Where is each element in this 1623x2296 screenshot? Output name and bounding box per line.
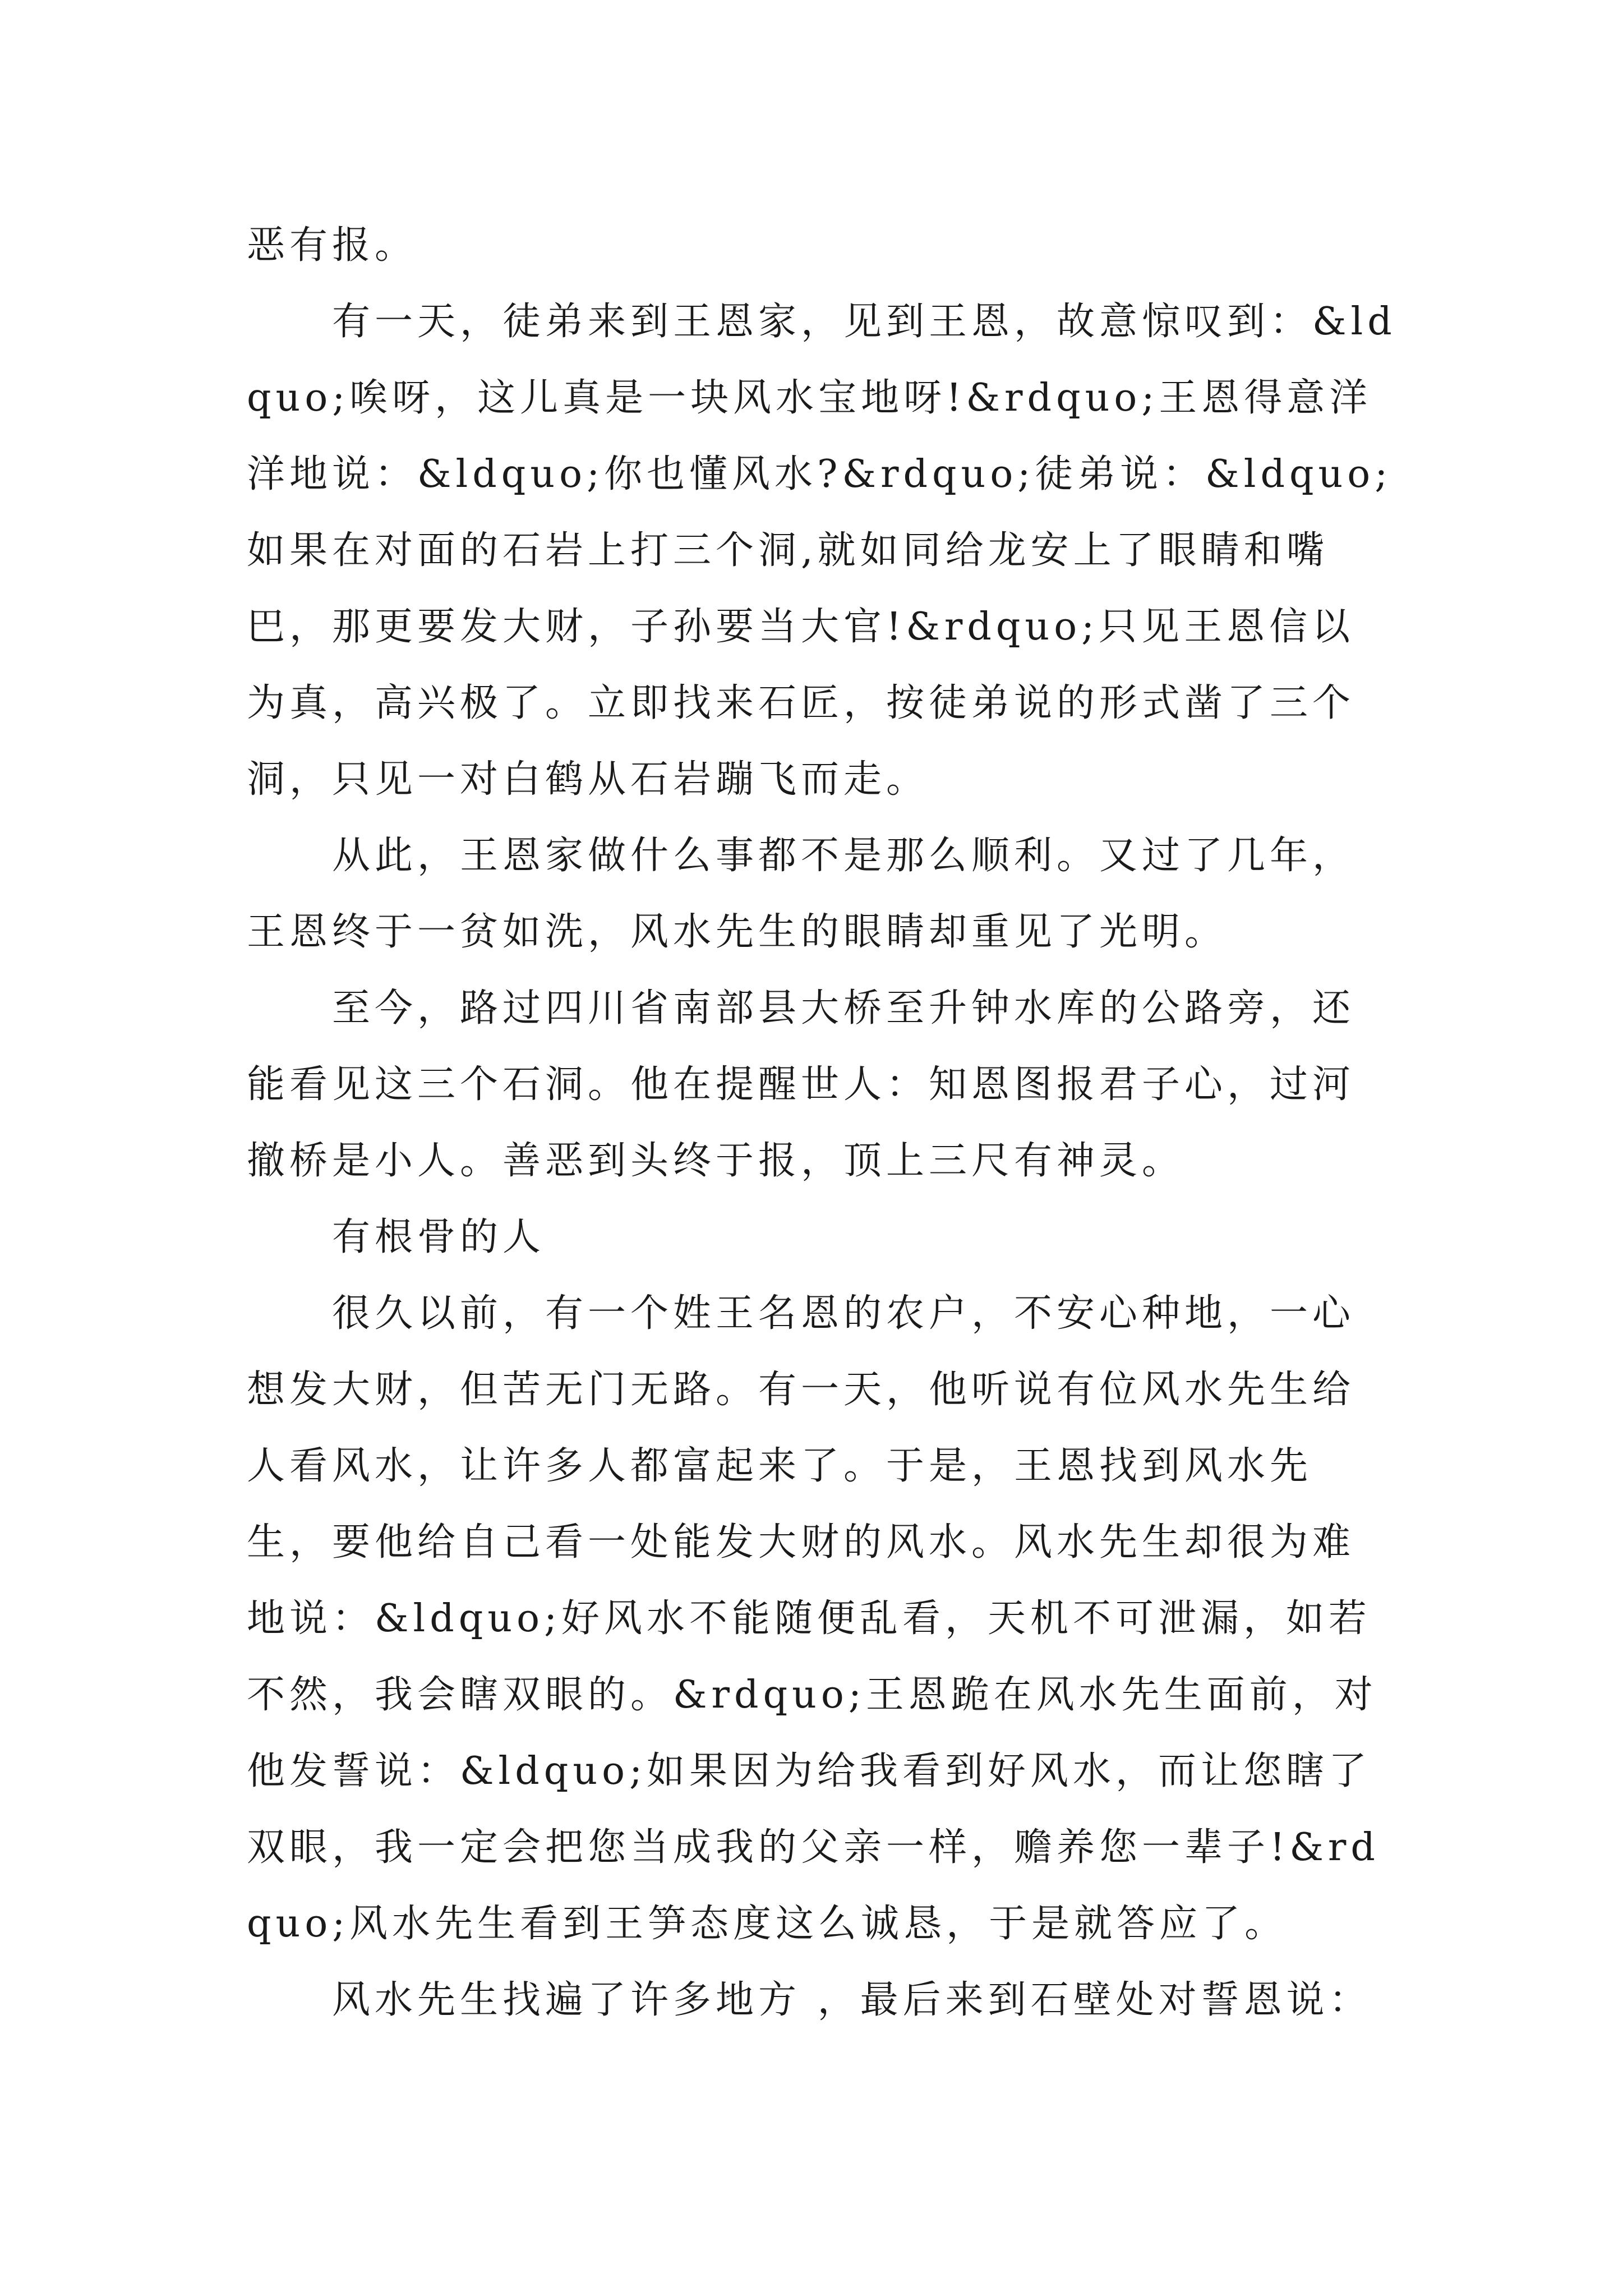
paragraph-4: 至今，路过四川省南部县大桥至升钟水库的公路旁，还能看见这三个石洞。他在提醒世人：知恩图报君子心，过河撤桥是小人。善恶到头终于报，顶上三尺有神灵。 <box>247 986 1355 1183</box>
paragraph-1: 恶有报。 <box>247 223 418 268</box>
paragraph-3: 从此，王恩家做什么事都不是那么顺利。又过了几年，王恩终于一贫如洗，风水先生的眼睛却重见了光明。 <box>247 834 1355 954</box>
paragraph-5: 很久以前，有一个姓王名恩的农户，不安心种地，一心想发大财，但苦无门无路。有一天，他听说有位风水先生给人看风水，让许多人都富起来了。于是，王恩找到风水先生，要他给自己看一处能发大财的风水。风水先生却很为难地说：&ldquo;好风水不能随便乱看，天机不可泄漏，如若不然，我会瞎双眼的。&rdquo;王恩跪在风水先生面前，对他发誓说：&ldquo;如果因为给我看到好风水，而让您瞎了双眼，我一定会把您当成我的父亲一样，赡养您一辈子!&rdquo;风水先生看到王笋态度这么诚恳，于是就答应了。 <box>247 1291 1380 1946</box>
document-body <box>247 208 1396 2039</box>
section-heading: 有根骨的人 <box>332 1215 546 1259</box>
paragraph-2: 有一天，徒弟来到王恩家，见到王恩，故意惊叹到：&ldquo;唉呀，这儿真是一块风水宝地呀!&rdquo;王恩得意洋洋地说：&ldquo;你也懂风水?&rdquo;徒弟说：&ldquo;如果在对面的石岩上打三个洞,就如同给龙安上了眼睛和嘴巴，那更要发大财，子孙要当大官!&rdquo;只见王恩信以为真，高兴极了。立即找来石匠，按徒弟说的形式凿了三个洞，只见一对白鹤从石岩蹦飞而走。 <box>247 300 1396 802</box>
paragraph-6: 风水先生找遍了许多地方 ，最后来到石壁处对誓恩说： <box>332 1978 1372 2022</box>
